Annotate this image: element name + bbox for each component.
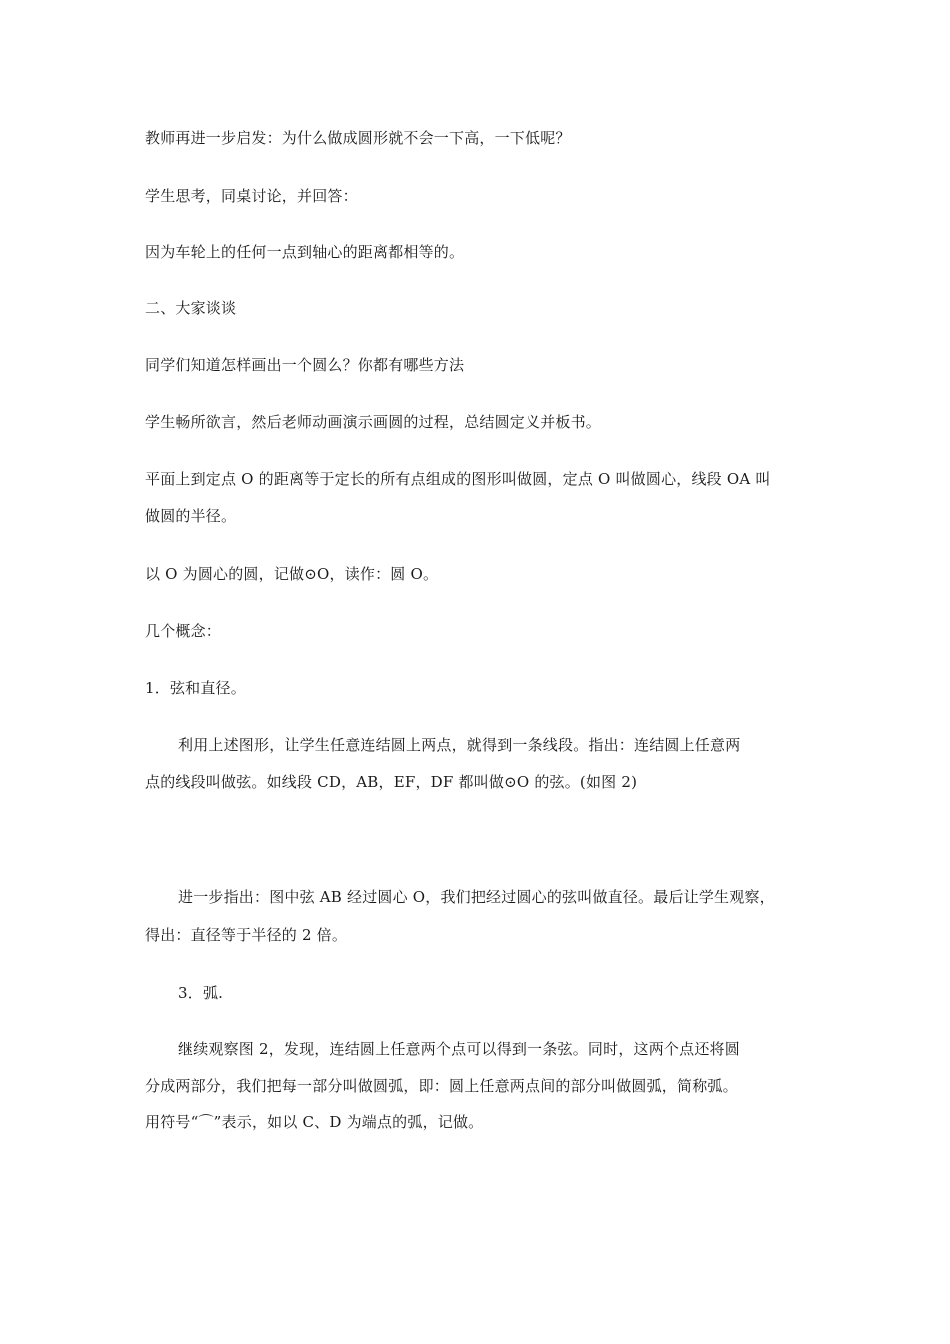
- text-line: 分成两部分，我们把每一部分叫做圆弧，即：圆上任意两点间的部分叫做圆弧，简称弧。: [145, 1077, 738, 1095]
- text-line: 继续观察图 2，发现，连结圆上任意两个点可以得到一条弦。同时，这两个点还将圆: [178, 1040, 740, 1058]
- text-line: 得出：直径等于半径的 2 倍。: [145, 926, 348, 944]
- text-line: 因为车轮上的任何一点到轴心的距离都相等的。: [145, 243, 465, 261]
- text-line: 做圆的半径。: [145, 507, 237, 525]
- text-line: 用符号“⌒”表示，如以 C、D 为端点的弧，记做。: [145, 1113, 484, 1131]
- text-line: 以 O 为圆心的圆，记做⊙O，读作：圆 O。: [145, 565, 439, 583]
- text-line: 同学们知道怎样画出一个圆么？你都有哪些方法: [145, 356, 465, 374]
- text-line: 点的线段叫做弦。如线段 CD，AB，EF，DF 都叫做⊙O 的弦。(如图 2): [145, 773, 638, 791]
- text-line: 几个概念：: [145, 622, 222, 640]
- text-line: 利用上述图形，让学生任意连结圆上两点，就得到一条线段。指出：连结圆上任意两: [178, 736, 741, 754]
- section-heading: 二、大家谈谈: [145, 299, 237, 317]
- text-line: 学生思考，同桌讨论，并回答：: [145, 187, 358, 205]
- section-heading: 3．弧.: [178, 984, 224, 1002]
- text-line: 教师再进一步启发：为什么做成圆形就不会一下高，一下低呢？: [145, 129, 571, 147]
- text-line: 进一步指出：图中弦 AB 经过圆心 O，我们把经过圆心的弦叫做直径。最后让学生观察，: [178, 888, 775, 906]
- section-heading: 1．弦和直径。: [145, 679, 246, 697]
- text-line: 平面上到定点 O 的距离等于定长的所有点组成的图形叫做圆，定点 O 叫做圆心，线段 OA 叫: [145, 470, 771, 488]
- text-line: 学生畅所欲言，然后老师动画演示画圆的过程，总结圆定义并板书。: [145, 413, 602, 431]
